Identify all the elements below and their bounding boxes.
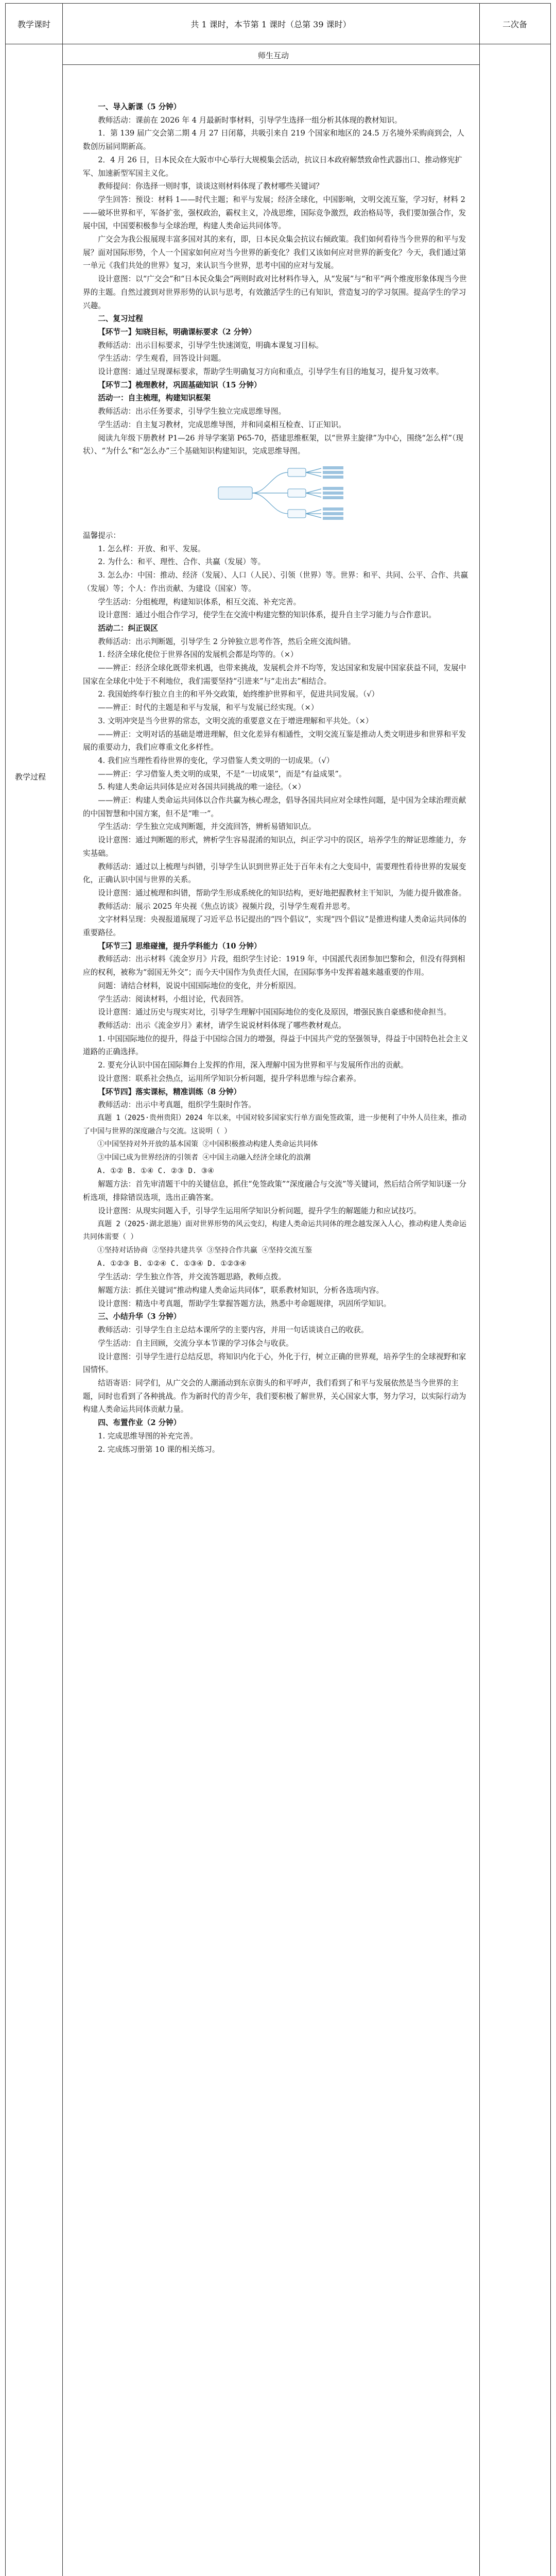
content-paragraph: 教师活动：展示 2025 年央视《焦点访谈》视频片段，引导学生观看并思考。	[98, 902, 355, 911]
content-paragraph: 设计意图：通过小组合作学习，使学生在交流中构建完整的知识体系，提升自主学习能力与合作意识。	[98, 611, 436, 620]
content-paragraph: 教师活动：课前在 2026 年 4 月最新时事材料，引导学生选择一组分析其体现的教材知识。	[98, 115, 402, 125]
column-divider-1	[62, 4, 63, 2576]
content-paragraph: 教师活动：出示《流金岁月》素材，请学生说说材料体现了哪些教材观点。	[98, 1021, 346, 1030]
content-paragraph: 学生活动：自主回顾，交流分享本节课的学习体会与收获。	[98, 1338, 293, 1348]
content-paragraph: ——辨正：学习借鉴人类文明的成果，不是“一切成果”，而是“有益成果”。	[98, 769, 346, 778]
content-paragraph: 文字材料呈现：央视报道展现了习近平总书记提出的“四个倡议”，实现“四个倡议”是推进构建人类命运共同体的重要路径。	[83, 915, 466, 938]
header-cell-title	[62, 4, 479, 44]
header-cell-note	[479, 4, 550, 44]
content-paragraph: 真题 2（2025·湖北恩施）面对世界形势的风云变幻，构建人类命运共同体的理念越发深入人心，推动构建人类命运共同体需要（ ）	[83, 1219, 466, 1242]
content-paragraph: 教师活动：通过以上梳理与纠错，引导学生认识到世界正处于百年未有之大变局中，需要理性看待世界的发展变化，正确认识中国与世界的关系。	[83, 862, 466, 885]
section-heading: 三、小结升华（3 分钟）	[98, 1312, 181, 1321]
subsection-heading: 【环节三】思维碰撞，提升学科能力（10 分钟）	[98, 941, 262, 951]
content-paragraph: 结语寄语：同学们，从广交会的人潮涌动到东京街头的和平呼声，我们看到了和平与发展依然是当今世界的主题，同时也看到了各种挑战。作为新时代的青少年，我们要积极了解世界，关心国家大事，努力学习，以实际行动为构建人类命运共同体贡献力量。	[83, 1378, 466, 1414]
content-paragraph: 2. 完成练习册第 10 课的相关练习。	[98, 1445, 220, 1454]
header-note: 二次备	[502, 19, 527, 29]
content-paragraph: 1. 完成思维导图的补充完善。	[98, 1431, 198, 1440]
content-paragraph: 设计意图：从现实问题入手，引导学生运用所学知识分析问题，提升学生的解题能力和应试技巧。	[98, 1206, 421, 1215]
content-paragraph: 教师活动：出示中考真题，组织学生限时作答。	[98, 1100, 256, 1110]
lesson-content	[83, 100, 472, 1456]
subsection-heading: 活动一：自主梳理，构建知识框架	[98, 394, 211, 403]
header-title: 共 1 课时，本节第 1 课时（总第 39 课时）	[190, 19, 351, 29]
content-paragraph: 5. 构建人类命运共同体是应对各国共同挑战的唯一途径。（×）	[98, 783, 306, 792]
header-cell-label	[6, 4, 62, 44]
content-paragraph: 2. 为什么：和平、理性、合作、共赢（发展）等。	[98, 557, 266, 567]
content-paragraph: ①坚持对话协商 ②坚持共建共享 ③坚持合作共赢 ④坚持交流互鉴	[97, 1246, 312, 1255]
subsection-heading: 【环节二】梳理教材，巩固基础知识（15 分钟）	[98, 380, 262, 389]
subsection-heading: 【环节一】知晓目标，明确课标要求（2 分钟）	[98, 327, 256, 336]
content-paragraph: 学生活动：学生独立完成判断题，并交流回答，辨析易错知识点。	[98, 822, 316, 832]
content-paragraph: 教师活动：出示判断题，引导学生 2 分钟独立思考作答，然后全班交流纠错。	[98, 637, 356, 646]
content-paragraph: 广交会为我公报展现丰富多国对其的来有，即，日本民众集会抗议右倾政策。我们如何看待当今世界的和平与发展？面对国际形势，个人一个国家如何应对当今世界的新变化？我们又该如何应对世界的新变化？今天，我们通过第一单元《我们共处的世界》复习，来认识当今世界，思考中国的应对与发展。	[83, 235, 466, 270]
content-paragraph: 真题 1（2025·贵州贵阳）2024 年以来，中国对较多国家实行单方面免签政策，进一步便利了中外人员往来，推动了中国与世界的深度融合与交流。这说明（ ）	[83, 1113, 467, 1136]
content-paragraph: 2. 我国始终奉行独立自主的和平外交政策，始终维护世界和平，促进共同发展。（√）	[98, 690, 379, 699]
content-paragraph: A. ①② B. ①④ C. ②③ D. ③④	[97, 1166, 214, 1175]
header-label: 教学课时	[17, 19, 50, 29]
mind-map-diagram	[190, 462, 365, 524]
content-paragraph: 1. 经济全球化使位于世界各国的发展机会都是均等的。（×）	[98, 650, 298, 659]
section-heading: 四、布置作业（2 分钟）	[98, 1418, 181, 1428]
lesson-plan-page	[5, 3, 551, 2576]
content-paragraph: ——辨正：文明对话的基础是增进理解，但文化差异有相通性，文明交流互鉴是推动人类文明进步和世界和平发展的重要动力，我们应尊重文化多样性。	[83, 730, 466, 752]
process-label: 教学过程	[15, 772, 46, 782]
content-paragraph: ——辨正：经济全球化既带来机遇，也带来挑战，发展机会并不均等，发达国家和发展中国家获益不同，发展中国家在全球化中处于不利地位，我们需要坚持“引进来”与“走出去”相结合。	[83, 664, 466, 686]
content-paragraph: 2. 要充分认识中国在国际舞台上发挥的作用，深入理解中国为世界和平与发展所作出的贡献。	[98, 1061, 408, 1070]
mind-map	[83, 462, 472, 524]
content-paragraph: 解题方法：首先审清题干中的关键信息，抓住“免签政策”“深度融合与交流”等关键词，然后结合所学知识逐一分析选项，排除错误选项，选出正确答案。	[83, 1180, 466, 1202]
content-paragraph: ——辨正：时代的主题是和平与发展，和平与发展已经实现。（×）	[98, 703, 319, 713]
content-paragraph: 教师提问：你选择一则时事，谈谈这则材料体现了教材哪些关键词？	[98, 182, 324, 191]
subheader-bottom-rule	[62, 64, 479, 65]
content-paragraph: 设计意图：引导学生进行总结反思，将知识内化于心，外化于行，树立正确的世界观，培养学生的全球视野和家国情怀。	[83, 1352, 466, 1375]
content-paragraph: 1. 中国国际地位的提升，得益于中国综合国力的增强，得益于中国共产党的坚强领导，得益于中国特色社会主义道路的正确选择。	[83, 1034, 468, 1057]
content-paragraph: 4. 我们应当理性看待世界的变化，学习借鉴人类文明的一切成果。（√）	[98, 756, 334, 765]
section-heading: 一、导入新课（5 分钟）	[98, 103, 181, 111]
content-paragraph: 设计意图：联系社会热点，运用所学知识分析问题，提升学科思维与综合素养。	[98, 1074, 361, 1083]
content-paragraph: ③中国已成为世界经济的引领者 ④中国主动融入经济全球化的浪潮	[97, 1154, 311, 1162]
content-paragraph: 设计意图：通过判断题的形式，辨析学生容易混淆的知识点，纠正学习中的误区，培养学生的辩证思维能力，夯实基础。	[83, 836, 466, 858]
content-paragraph: 问题：请结合材料，说说中国国际地位的变化，并分析原因。	[98, 981, 301, 990]
content-paragraph: 设计意图：通过历史与现实对比，引导学生理解中国国际地位的变化及原因，增强民族自豪感和使命担当。	[98, 1008, 451, 1017]
content-paragraph: 2．4 月 26 日，日本民众在大阪市中心举行大规模集会活动，抗议日本政府解禁致命性武器出口、推动修宪扩军、加速新型军国主义化。	[83, 155, 462, 178]
content-paragraph: 学生回答：预设：材料 1——时代主题；和平与发展；经济全球化，中国影响，文明交流互鉴，学习好，材料 2——破坏世界和平，军备扩张，强权政治，霸权主义，冷战思维，国际竞争激烈，政治格局等，我们要加强合作，发展中国，中国要积极参与全球治理，构建人类命运共同体等。	[83, 195, 466, 231]
content-paragraph: 学生活动：分组梳理，构建知识体系，相互交流、补充完善。	[98, 597, 301, 606]
content-paragraph: 1. 怎么样：开放、和平、发展。	[98, 544, 205, 553]
content-paragraph: 温馨提示：	[83, 531, 120, 540]
content-paragraph: 学生活动：阅读材料，小组讨论，代表回答。	[98, 994, 249, 1004]
column-divider-2	[479, 4, 480, 2576]
content-paragraph: 学生活动：自主复习教材，完成思维导图，并和同桌相互检查、订正知识。	[98, 420, 346, 429]
content-paragraph: 1．第 139 届广交会第二期 4 月 27 日闭幕，共吸引来自 219 个国家和地区的 24.5 万名境外采购商到会，人数创历届同期新高。	[83, 129, 464, 151]
content-paragraph: 教师活动：出示任务要求，引导学生独立完成思维导图。	[98, 407, 286, 416]
teacher-student-label: 师生互动	[258, 51, 289, 60]
content-paragraph: 学生活动：学生独立作答，并交流答题思路，教师点拨。	[98, 1273, 286, 1282]
content-paragraph: 设计意图：精选中考真题，帮助学生掌握答题方法，熟悉中考命题规律，巩固所学知识。	[98, 1299, 391, 1308]
content-paragraph: 教师活动：出示目标要求，引导学生快速浏览，明确本课复习目标。	[98, 341, 324, 350]
content-paragraph: A. ①②③ B. ①②④ C. ①③④ D. ①②③④	[97, 1259, 247, 1268]
content-paragraph: 设计意图：通过梳理和纠错，帮助学生形成系统化的知识结构，更好地把握教材主干知识，为能力提升做准备。	[98, 888, 466, 897]
content-paragraph: 阅读九年级下册教材 P1—26 并导学案第 P65-70，搭建思维框架，以“世界主旋律”为中心，围绕“怎么样”（现状）、“为什么”和“怎么办”三个基础知识构建知识，完成思维导图。	[83, 433, 463, 456]
content-paragraph: 学生活动：学生观看，回答设计问题。	[98, 354, 226, 363]
content-paragraph: 设计意图：通过呈现课标要求，帮助学生明确复习方向和重点，引导学生有目的地复习，提升复习效率。	[98, 367, 444, 377]
section-heading: 二、复习过程	[98, 314, 143, 324]
content-paragraph: 设计意图：以“广交会”和“日本民众集会”两则时政对比材料作导入，从“发展”与“和平”两个维度形象体现当今世界的主题。自然过渡到对世界形势的认识与思考，有效激活学生的已有知识，营造复习的学习氛围。提高学生的学习兴趣。	[83, 275, 467, 310]
content-paragraph: 解题方法：抓住关键词“推动构建人类命运共同体”，联系教材知识，分析各选项内容。	[98, 1286, 384, 1295]
subsection-heading: 【环节四】落实课标，精准训练（8 分钟）	[98, 1087, 241, 1096]
content-paragraph: ①中国坚持对外开放的基本国策 ②中国积极推动构建人类命运共同体	[97, 1140, 318, 1149]
content-paragraph: 3. 文明冲突是当今世界的常态，文明交流的重要意义在于增进理解和平共处。（×）	[98, 716, 373, 725]
subsection-heading: 活动二：纠正误区	[98, 623, 158, 633]
content-paragraph: 教师活动：引导学生自主总结本课所学的主要内容，并用一句话谈谈自己的收获。	[98, 1326, 369, 1335]
content-paragraph: 3. 怎么办：中国：推动、经济（发展）、人口（人民）、引领（世界）等。世界：和平、共同、公平、合作、共赢（发展）等；个人：作出贡献、为建设（国家）等。	[83, 571, 468, 593]
content-paragraph: 教师活动：出示材料《流金岁月》片段，组织学生讨论：1919 年，中国派代表团参加巴黎和会，但没有得到相应的权利，被称为“弱国无外交”；而今天中国作为负责任大国，在国际事务中发挥着越来越重要的作用。	[83, 955, 465, 977]
content-paragraph: ——辨正：构建人类命运共同体以合作共赢为核心理念，倡导各国共同应对全球性问题，是中国为全球治理贡献的中国智慧和中国方案，但不是“唯一”。	[83, 796, 466, 818]
